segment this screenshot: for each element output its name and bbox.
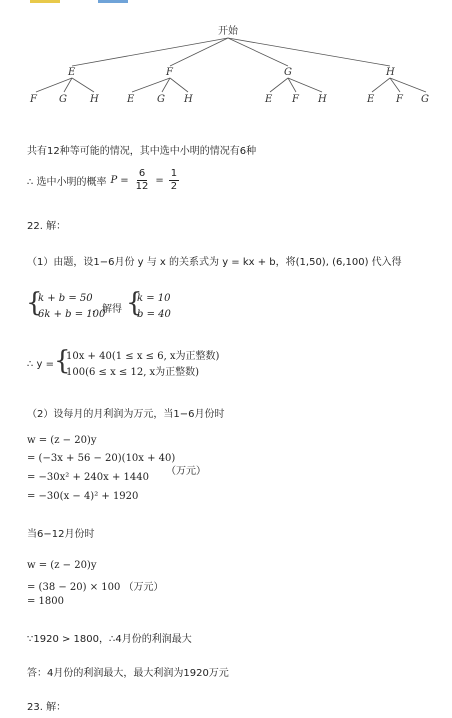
system1-eq2: 6k + b = 100 bbox=[38, 309, 106, 320]
part1-setup-text: （1）由题，设1−6月份 y 与 x 的关系式为 y = kx + b，将(1,50), (6,100) 代入得 bbox=[27, 257, 402, 268]
tree-node-F: F bbox=[166, 67, 173, 78]
tree-edges-level2 bbox=[36, 78, 426, 92]
system2-eq1: k = 10 bbox=[137, 293, 171, 304]
tree-leaf-F-E: E bbox=[127, 94, 135, 105]
profit-eq-line1: w = (z − 20)y bbox=[27, 435, 97, 446]
profit-eq-line4: = −30(x − 4)² + 1920 bbox=[27, 491, 139, 502]
piecewise-case2: 100(6 ≤ x ≤ 12, x为正整数) bbox=[66, 367, 200, 378]
tree-leaf-H-G: G bbox=[421, 94, 429, 105]
piecewise-cases bbox=[66, 349, 219, 381]
solve-label: ，解得 bbox=[92, 304, 122, 315]
top-toolbar-strip bbox=[0, 0, 452, 6]
probability-line: ∴ 选中小明的概率 P = $\frac{6}{12}$ = $\frac{1}{2}$ bbox=[27, 168, 178, 192]
system1-brace: { bbox=[26, 288, 43, 318]
system2-brace: { bbox=[126, 288, 143, 318]
tree-edges-level1 bbox=[72, 38, 390, 66]
case-6-12-heading: 当6−12月份时 bbox=[27, 529, 95, 540]
part2-setup-text: （2）设每月的月利润为万元，当1−6月份时 bbox=[27, 409, 225, 420]
profit-eq2-line3: = 1800 bbox=[27, 596, 65, 607]
tree-leaf-G-H: H bbox=[318, 94, 327, 105]
profit-eq2-line1: w = (z − 20)y bbox=[27, 560, 97, 571]
comparison-conclusion: ∵1920 > 1800，∴4月份的利润最大 bbox=[27, 634, 192, 645]
piecewise-brace: { bbox=[54, 346, 71, 376]
tree-diagram bbox=[0, 20, 452, 110]
frac1-denominator: 12 bbox=[135, 181, 149, 192]
tree-leaf-G-E: E bbox=[265, 94, 273, 105]
outcome-count-text: 共有12种等可能的情况，其中选中小明的情况有6种 bbox=[27, 146, 257, 157]
question-23-heading: 23. 解： bbox=[27, 702, 67, 713]
system2-eq2: b = 40 bbox=[137, 309, 171, 320]
profit-eq2-line2: = (38 − 20) × 100 （万元） bbox=[27, 582, 164, 593]
tree-leaf-E-G: G bbox=[59, 94, 67, 105]
profit-unit-label: （万元） bbox=[166, 466, 206, 477]
tree-node-E: E bbox=[68, 67, 76, 78]
profit-eq-line3: = −30x² + 240x + 1440 bbox=[27, 472, 149, 483]
probability-symbol: P bbox=[110, 175, 118, 186]
question-22-heading: 22. 解： bbox=[27, 221, 67, 232]
tree-leaf-E-H: H bbox=[90, 94, 99, 105]
tree-leaf-F-G: G bbox=[157, 94, 165, 105]
tree-leaf-H-F: F bbox=[396, 94, 403, 105]
system2-solutions bbox=[137, 291, 171, 323]
system1-eq1: k + b = 50 bbox=[38, 293, 93, 304]
piecewise-prefix: ∴ y = bbox=[27, 359, 55, 370]
tree-node-H: H bbox=[386, 67, 395, 78]
frac2-denominator: 2 bbox=[170, 181, 178, 192]
fraction-1-2 bbox=[169, 168, 179, 193]
tree-leaf-G-F: F bbox=[292, 94, 299, 105]
tree-node-G: G bbox=[284, 67, 292, 78]
frac2-numerator: 1 bbox=[170, 168, 178, 179]
toolbar-mark-blue bbox=[98, 0, 128, 3]
final-answer: 答：4月份的利润最大，最大利润为1920万元 bbox=[27, 668, 229, 679]
frac1-numerator: 6 bbox=[138, 168, 146, 179]
toolbar-mark-yellow bbox=[30, 0, 60, 3]
fraction-6-12 bbox=[134, 168, 151, 193]
probability-prefix: ∴ 选中小明的概率 bbox=[27, 177, 107, 188]
tree-root-label: 开始 bbox=[218, 26, 238, 37]
tree-leaf-H-E: E bbox=[367, 94, 375, 105]
tree-leaf-E-F: F bbox=[30, 94, 37, 105]
profit-eq-line2: = (−3x + 56 − 20)(10x + 40) bbox=[27, 453, 176, 464]
piecewise-case1: 10x + 40(1 ≤ x ≤ 6, x为正整数) bbox=[66, 351, 220, 362]
tree-leaf-F-H: H bbox=[184, 94, 193, 105]
